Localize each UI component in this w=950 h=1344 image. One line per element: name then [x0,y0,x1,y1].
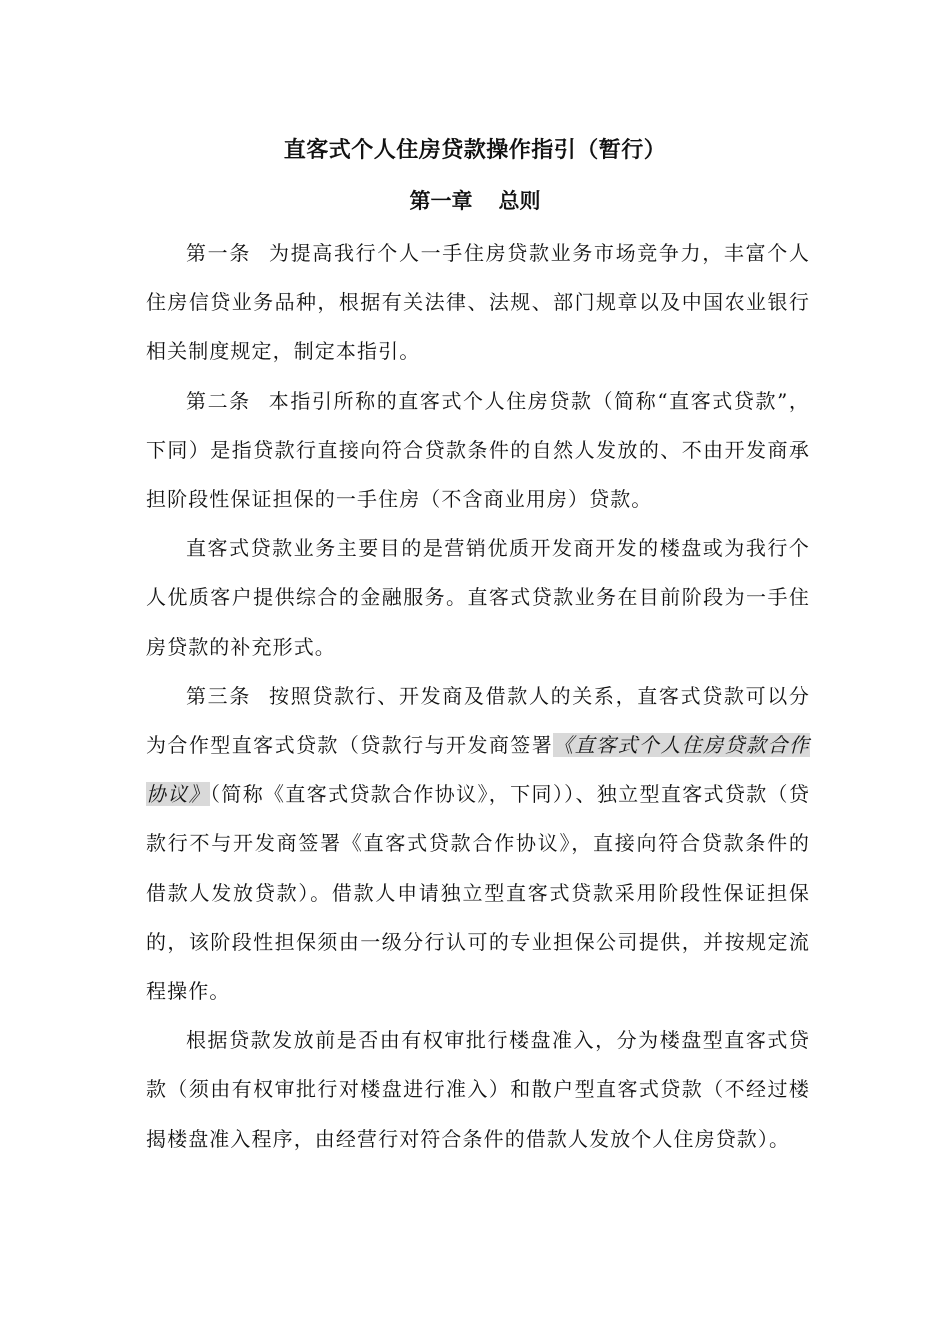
agreement-title-highlight: 《直客式个人住房贷款合作协议》 [146,733,810,807]
article-2-text: 本指引所称的直客式个人住房贷款（简称“直客式贷款”，下同）是指贷款行直接向符合贷款条件的自然人发放的、不由开发商承担阶段性保证担保的一手住房（不含商业用房）贷款。 [146,388,810,512]
chapter-name: 总则 [498,189,541,213]
article-1-text: 为提高我行个人一手住房贷款业务市场竞争力，丰富个人住房信贷业务品种，根据有关法律、法规、部门规章以及中国农业银行相关制度规定，制定本指引。 [146,241,810,364]
paragraph-article-3 [146,672,810,1016]
article-3-text-before: 按照贷款行、开发商及借款人的关系，直客式贷款可以分为合作型直客式贷款（贷款行与开发商签署 [146,683,810,758]
document-title: 直客式个人住房贷款操作指引（暂行） [283,138,667,163]
article-2-heading: 第二条 [186,388,251,413]
paragraph-article-2 [146,377,810,525]
article-3-heading: 第三条 [186,683,251,708]
chapter-number: 第一章 [409,189,473,213]
document-body [146,229,810,1164]
paragraph-article-1 [146,229,810,377]
article-3-text-after: （简称《直客式贷款合作协议》，下同））、独立型直客式贷款（贷款行不与开发商签署《直客式贷款合作协议》，直接向符合贷款条件的借款人发放贷款）。借款人申请独立型直客式贷款采用阶段性保证担保的，该阶段性担保须由一级分行认可的专业担保公司提供，并按规定流程操作。 [146,782,810,1004]
chapter-heading [0,186,950,216]
paragraph-article-2-purpose: 直客式贷款业务主要目的是营销优质开发商开发的楼盘或为我行个人优质客户提供综合的金融服务。直客式贷款业务在目前阶段为一手住房贷款的补充形式。 [146,536,810,659]
article-1-heading: 第一条 [186,241,251,265]
paragraph-article-3-types: 根据贷款发放前是否由有权审批行楼盘准入，分为楼盘型直客式贷款（须由有权审批行对楼盘进行准入）和散户型直客式贷款（不经过楼揭楼盘准入程序，由经营行对符合条件的借款人发放个人住房贷款）。 [146,1028,810,1151]
